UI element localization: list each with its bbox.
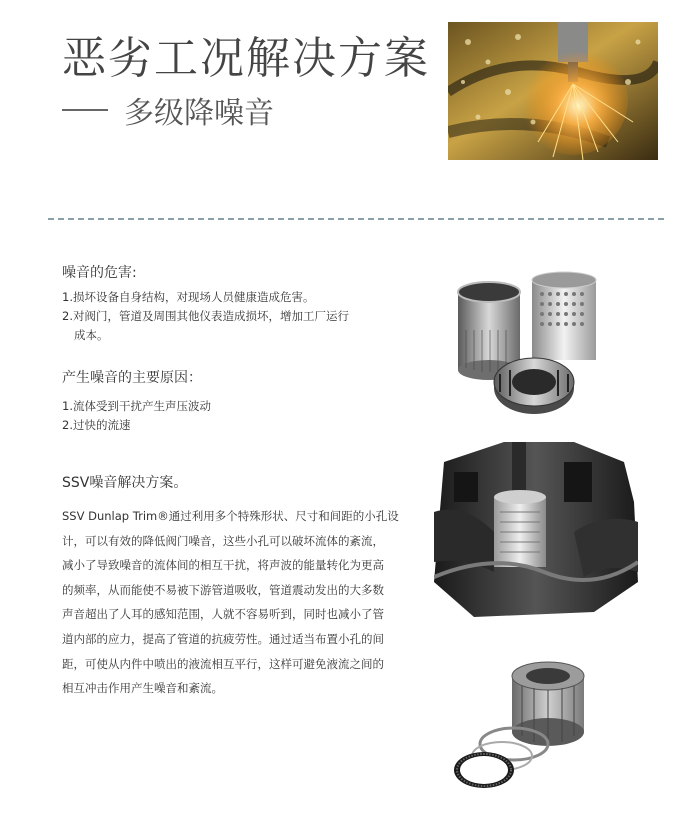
hazards-heading: 噪音的危害: bbox=[62, 265, 137, 281]
cause-item: 1.流体受到干扰产生声压波动 bbox=[62, 399, 211, 413]
solution-heading: SSV噪音解决方案。 bbox=[62, 475, 188, 491]
solution-line: 的频率，从而能使不易被下游管道吸收，管道震动发出的大多数 bbox=[62, 582, 384, 597]
page-subtitle bbox=[62, 88, 274, 132]
solution-line: 减小了导致噪音的流体间的相互干扰，将声波的能量转化为更高 bbox=[62, 558, 384, 573]
solution-line: 计，可以有效的降低阀门噪音，这些小孔可以破坏流体的紊流， bbox=[62, 533, 384, 548]
solution-paragraph bbox=[62, 504, 399, 701]
trim-rings-photo bbox=[452, 658, 600, 794]
cause-item: 2.过快的流速 bbox=[62, 418, 131, 432]
subtitle-text: 多级降噪音 bbox=[124, 96, 274, 131]
solution-line: 距，可使从内件中喷出的液流相互平行，这样可避免液流之间的 bbox=[62, 656, 384, 671]
hazard-item: 成本。 bbox=[74, 328, 109, 342]
solution-line: 声音超出了人耳的感知范围，人就不容易听到，同时也减小了管 bbox=[62, 607, 384, 622]
section-divider bbox=[48, 218, 664, 220]
trim-cages-photo bbox=[452, 270, 610, 420]
page-title: 恶劣工况解决方案 bbox=[62, 33, 430, 84]
hazard-item: 1.损坏设备自身结构，对现场人员健康造成危害。 bbox=[62, 290, 315, 304]
hero-sparks-photo bbox=[448, 22, 658, 160]
hazard-item: 2.对阀门，管道及周围其他仪表造成损坏，增加工厂运行 bbox=[62, 309, 349, 323]
solution-line: SSV Dunlap Trim®通过利用多个特殊形状、尺寸和间距的小孔设 bbox=[62, 509, 399, 523]
solution-line: 道内部的应力，提高了管道的抗疲劳性。通过适当布置小孔的间 bbox=[62, 631, 384, 646]
valve-cutaway-photo bbox=[434, 442, 638, 622]
solution-line: 相互冲击作用产生噪音和紊流。 bbox=[62, 681, 223, 696]
causes-heading: 产生噪音的主要原因： bbox=[62, 370, 202, 386]
subtitle-dash bbox=[62, 109, 108, 111]
